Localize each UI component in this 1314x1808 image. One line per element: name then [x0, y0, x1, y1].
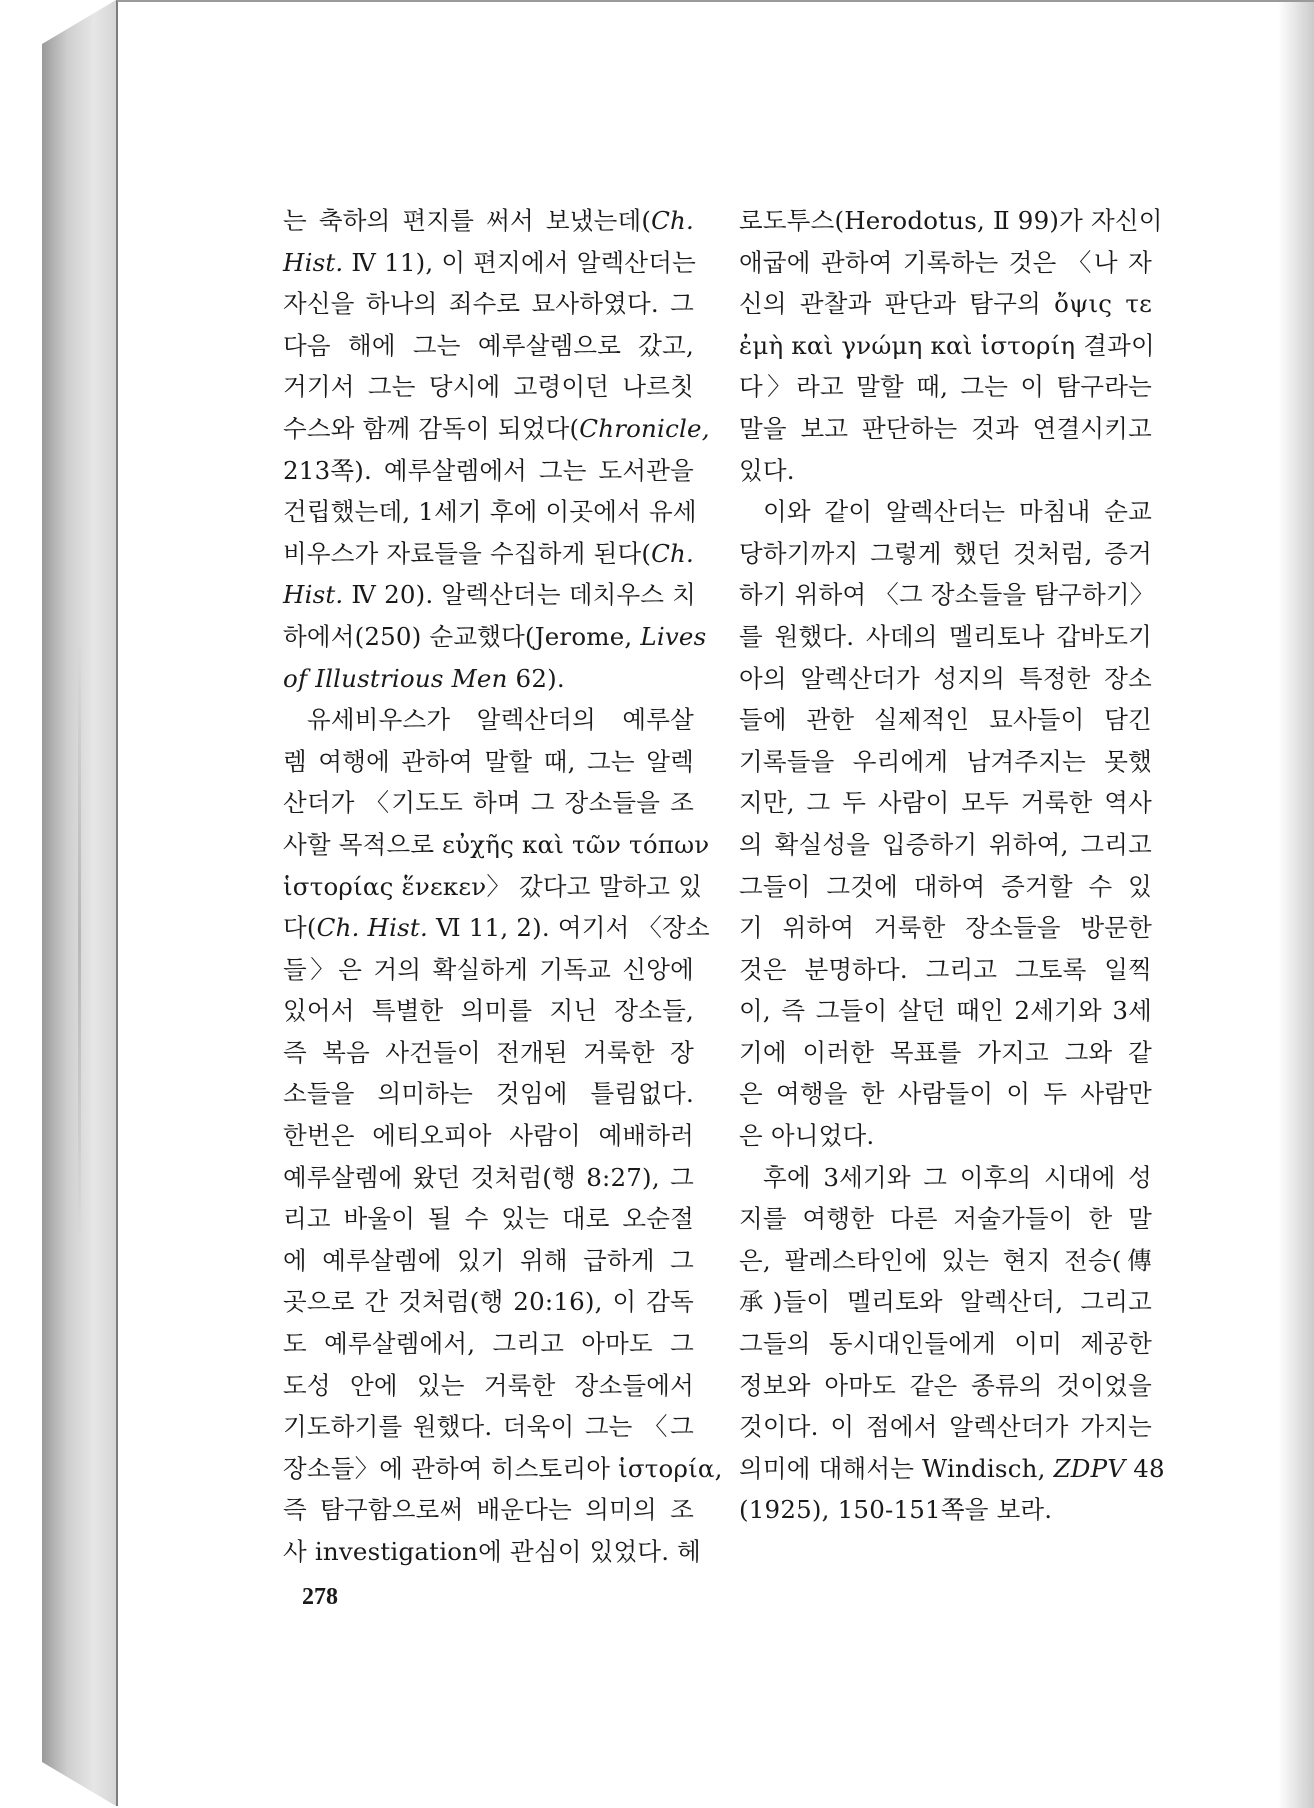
- line-text: 아의 알렉산더가 성지의 특정한 장소: [739, 663, 1152, 693]
- text-line: [739, 658, 1152, 700]
- line-text: ἱστορίας ἕνεκεν〉 갔다고 말하고 있: [283, 871, 703, 901]
- text-line: [739, 824, 1152, 866]
- text-line: [283, 1073, 694, 1115]
- text-line: [739, 1032, 1152, 1074]
- text-line: [739, 1157, 1152, 1199]
- line-text: 예루살렘에 왔던 것처럼(행 8:27), 그: [283, 1162, 694, 1192]
- line-text: 사할 목적으로 εὐχῆς καὶ τῶν τόπων: [283, 829, 710, 859]
- line-text: 承)들이 멜리토와 알렉산더, 그리고: [739, 1287, 1152, 1317]
- line-text: 곳으로 간 것처럼(행 20:16), 이 감독: [283, 1287, 694, 1317]
- page-number: 278: [302, 1584, 338, 1610]
- left-text-column: [283, 200, 723, 1573]
- text-line: [739, 408, 1152, 450]
- right-text-column: [739, 200, 1165, 1531]
- text-line: [283, 450, 694, 492]
- italic-text: Ch.: [651, 206, 694, 235]
- line-text-after: 48: [1125, 1453, 1165, 1483]
- line-text: 다음 해에 그는 예루살렘으로 갔고,: [283, 330, 694, 360]
- line-text: 소들을 의미하는 것임에 틀림없다.: [283, 1079, 694, 1109]
- text-line: [283, 325, 694, 367]
- line-text: 자신을 하나의 죄수로 묘사하였다. 그: [283, 289, 694, 319]
- text-line: [283, 907, 710, 949]
- spine-crease: [78, 640, 81, 1240]
- line-text: Ⅳ 11), 이 편지에서 알렉산더는: [343, 247, 697, 277]
- line-text: 은 여행을 한 사람들이 이 두 사람만: [739, 1079, 1152, 1109]
- line-text: 비우스가 자료들을 수집하게 된다(: [283, 538, 652, 568]
- text-line: [283, 1157, 694, 1199]
- text-line: [283, 1365, 694, 1407]
- line-text: 기도하기를 원했다. 더욱이 그는 〈그: [283, 1412, 694, 1442]
- line-text: 그들이 그것에 대하여 증거할 수 있: [739, 871, 1152, 901]
- text-line: [739, 1198, 1152, 1240]
- line-text: 것은 분명하다. 그리고 그토록 일찍: [739, 954, 1152, 984]
- text-line: [283, 1406, 694, 1448]
- line-text: 후에 3세기와 그 이후의 시대에 성: [763, 1162, 1152, 1192]
- text-line: [283, 1531, 702, 1573]
- text-line: [283, 283, 694, 325]
- text-line: [739, 1489, 1152, 1531]
- text-line: [283, 1489, 694, 1531]
- line-text: 있다.: [739, 455, 795, 485]
- text-line: [283, 990, 694, 1032]
- line-text: 애굽에 관하여 기록하는 것은 〈나 자: [739, 247, 1152, 277]
- text-line: [283, 866, 703, 908]
- line-text: 장소들〉에 관하여 히스토리아 ἱστορία,: [283, 1453, 723, 1483]
- page-edge-shadow: [1278, 2, 1314, 1808]
- line-text: 은, 팔레스타인에 있는 현지 전승(傳: [739, 1245, 1152, 1275]
- text-line: [739, 907, 1152, 949]
- text-line: [283, 699, 694, 741]
- text-line: [739, 366, 1152, 408]
- text-line: [283, 1240, 694, 1282]
- line-text: 거기서 그는 당시에 고령이던 나르칫: [283, 372, 694, 402]
- line-text: 은 아니었다.: [739, 1121, 875, 1151]
- text-line: [739, 616, 1152, 658]
- text-line: [283, 1198, 694, 1240]
- line-text: 들〉은 거의 확실하게 기독교 신앙에: [283, 954, 694, 984]
- text-line: [283, 366, 694, 408]
- text-line: [283, 1323, 694, 1365]
- text-line: [739, 1281, 1152, 1323]
- text-line: [739, 1115, 1152, 1157]
- text-line: [739, 533, 1152, 575]
- text-line: [739, 450, 1152, 492]
- line-text: 도성 안에 있는 거룩한 장소들에서: [283, 1370, 694, 1400]
- line-text: 지만, 그 두 사람이 모두 거룩한 역사: [739, 788, 1152, 818]
- line-text: 말을 보고 판단하는 것과 연결시키고: [739, 413, 1152, 443]
- text-line: [283, 658, 694, 700]
- text-line: [283, 949, 694, 991]
- text-line: [739, 782, 1152, 824]
- text-line: [739, 1365, 1152, 1407]
- italic-text: Ch.: [651, 538, 694, 568]
- text-line: [283, 491, 697, 533]
- line-text: 를 원했다. 사데의 멜리토나 갑바도기: [739, 621, 1152, 651]
- line-text: 리고 바울이 될 수 있는 대로 오순절: [283, 1204, 694, 1234]
- line-text: 즉 복음 사건들이 전개된 거룩한 장: [283, 1037, 694, 1067]
- line-text: 그들의 동시대인들에게 이미 제공한: [739, 1329, 1152, 1359]
- text-line: [739, 325, 1155, 367]
- italic-text: ZDPV: [1053, 1453, 1126, 1483]
- italic-text: Ch. Hist.: [316, 913, 428, 943]
- text-line: [283, 741, 694, 783]
- line-text: 유세비우스가 알렉산더의 예루살: [307, 705, 694, 735]
- text-line: [739, 1323, 1152, 1365]
- line-text: 렘 여행에 관하여 말할 때, 그는 알렉: [283, 746, 694, 776]
- text-line: [283, 533, 694, 575]
- line-text: 사 investigation에 관심이 있었다. 헤: [283, 1537, 702, 1566]
- text-line: [739, 741, 1152, 783]
- italic-text: Hist.: [283, 247, 344, 277]
- line-text: Ⅳ 20). 알렉산더는 데치우스 치: [343, 580, 697, 610]
- text-line: [739, 200, 1163, 242]
- text-line: [283, 616, 707, 658]
- line-text: 정보와 아마도 같은 종류의 것이었을: [739, 1370, 1152, 1400]
- line-text: 건립했는데, 1세기 후에 이곳에서 유세: [283, 497, 697, 527]
- text-line: [283, 1032, 694, 1074]
- line-text: 기에 이러한 목표를 가지고 그와 같: [739, 1037, 1152, 1067]
- text-line: [283, 824, 710, 866]
- text-line: [739, 1073, 1152, 1115]
- text-line: [283, 782, 694, 824]
- italic-text: Chronicle,: [579, 413, 710, 443]
- text-line: [739, 1240, 1152, 1282]
- line-text: 이와 같이 알렉산더는 마침내 순교: [763, 497, 1152, 527]
- line-text: 도 예루살렘에서, 그리고 아마도 그: [283, 1329, 694, 1359]
- text-line: [739, 699, 1152, 741]
- line-text: 수스와 함께 감독이 되었다(: [283, 413, 580, 443]
- text-line: [283, 200, 694, 242]
- text-line: [739, 1406, 1152, 1448]
- line-text: 로도투스(Herodotus, Ⅱ 99)가 자신이: [739, 206, 1163, 235]
- text-line: [283, 408, 710, 450]
- line-text: (1925), 150-151쪽을 보라.: [739, 1495, 1053, 1525]
- line-text: 하기 위하여 〈그 장소들을 탐구하기〉: [739, 580, 1155, 610]
- text-line: [739, 866, 1152, 908]
- line-text: 이, 즉 그들이 살던 때인 2세기와 3세: [739, 996, 1152, 1026]
- line-text: 산더가 〈기도도 하며 그 장소들을 조: [283, 788, 694, 818]
- line-text: 하에서(250) 순교했다(Jerome,: [283, 621, 641, 651]
- line-text-after: Ⅵ 11, 2). 여기서 〈장소: [427, 913, 710, 943]
- line-text: 것이다. 이 점에서 알렉산더가 가지는: [739, 1412, 1152, 1442]
- line-text: 213쪽). 예루살렘에서 그는 도서관을: [283, 455, 694, 485]
- text-line: [283, 242, 697, 284]
- text-line: [739, 491, 1152, 533]
- line-text: 있어서 특별한 의미를 지닌 장소들,: [283, 996, 694, 1026]
- line-text: 신의 관찰과 판단과 탐구의 ὄψις τε: [739, 289, 1152, 319]
- line-text: 당하기까지 그렇게 했던 것처럼, 증거: [739, 538, 1152, 568]
- line-text: 들에 관한 실제적인 묘사들이 담긴: [739, 705, 1152, 735]
- line-text: 다〉라고 말할 때, 그는 이 탐구라는: [739, 372, 1152, 402]
- line-text: 의미에 대해서는 Windisch,: [739, 1453, 1054, 1483]
- line-text: 지를 여행한 다른 저술가들이 한 말: [739, 1204, 1152, 1234]
- text-line: [739, 242, 1152, 284]
- line-text: 기 위하여 거룩한 장소들을 방문한: [739, 913, 1152, 943]
- text-line: [739, 1448, 1165, 1490]
- italic-text: Lives: [640, 621, 707, 651]
- line-text: 한번은 에티오피아 사람이 예배하러: [283, 1121, 694, 1151]
- line-text: 62).: [507, 663, 565, 693]
- line-text: 다(: [283, 913, 317, 943]
- text-line: [739, 283, 1152, 325]
- italic-text: of Illustrious Men: [283, 663, 508, 693]
- line-text: 의 확실성을 입증하기 위하여, 그리고: [739, 829, 1152, 859]
- text-line: [739, 574, 1155, 616]
- text-line: [283, 1281, 694, 1323]
- text-line: [739, 949, 1152, 991]
- line-text: 는 축하의 편지를 써서 보냈는데(: [283, 206, 652, 235]
- line-text: 기록들을 우리에게 남겨주지는 못했: [739, 746, 1152, 776]
- text-line: [283, 574, 697, 616]
- italic-text: Hist.: [283, 580, 344, 610]
- line-text: 즉 탐구함으로써 배운다는 의미의 조: [283, 1495, 694, 1525]
- line-text: ἐμὴ καὶ γνώμη καὶ ἱστορίη 결과이: [739, 330, 1155, 360]
- text-line: [283, 1448, 723, 1490]
- text-line: [739, 990, 1152, 1032]
- line-text: 에 예루살렘에 있기 위해 급하게 그: [283, 1245, 694, 1275]
- text-line: [283, 1115, 694, 1157]
